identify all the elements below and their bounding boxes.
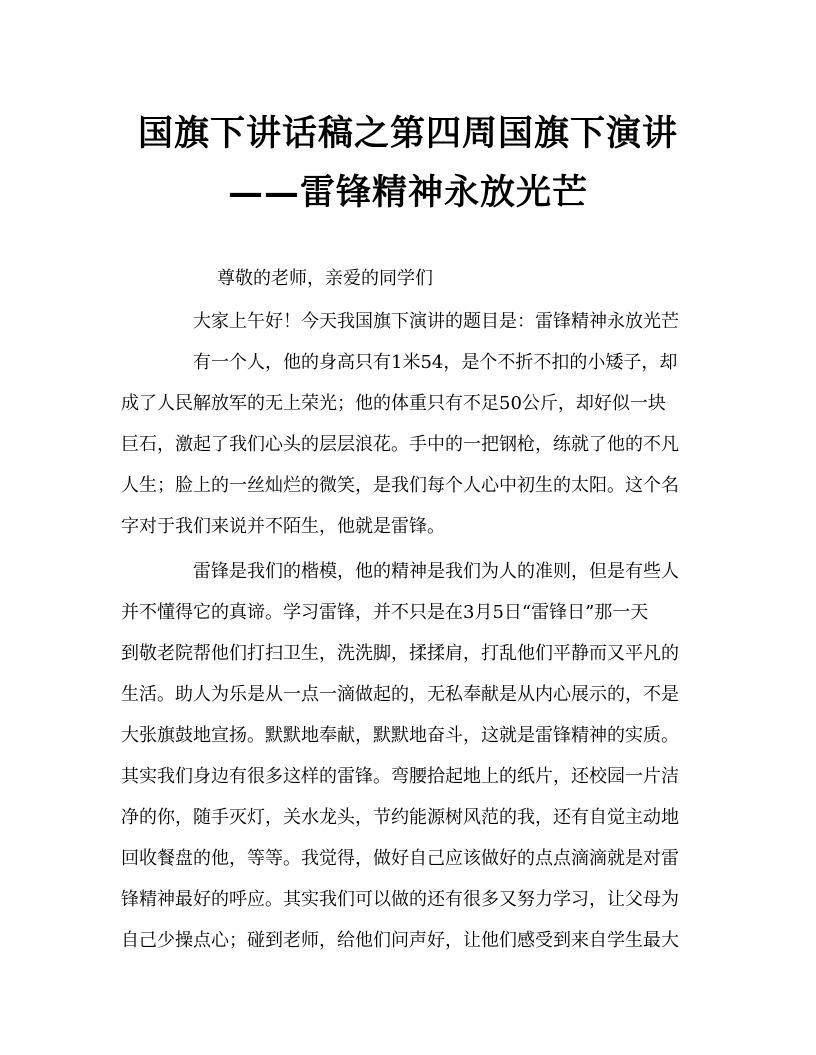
document-title: 国旗下讲话稿之第四周国旗下演讲 [137, 113, 678, 154]
paragraph-line: 成了人民解放军的无上荣光；他的体重只有不足50公斤，却好似一块 [121, 393, 666, 414]
paragraph-line: 锋精神最好的呼应。其实我们可以做的还有很多又努力学习，让父母为 [121, 889, 679, 910]
paragraph-line: 回收餐盘的他，等等。我觉得，做好自己应该做好的点点滴滴就是对雷 [121, 848, 679, 869]
greeting: 大家上午好！今天我国旗下演讲的题目是：雷锋精神永放光芒 [193, 311, 679, 332]
paragraph-line: 自己少操点心；碰到老师，给他们问声好，让他们感受到来自学生最大 [121, 930, 679, 951]
paragraph-line: 大张旗鼓地宣扬。默默地奉献，默默地奋斗，这就是雷锋精神的实质。 [121, 725, 679, 746]
paragraph-line: 其实我们身边有很多这样的雷锋。弯腰拾起地上的纸片，还校园一片洁 [121, 766, 679, 787]
paragraph-line: 生活。助人为乐是从一点一滴做起的，无私奉献是从内心展示的，不是 [121, 684, 679, 705]
paragraph-line: 巨石，激起了我们心头的层层浪花。手中的一把钢枪，练就了他的不凡 [121, 434, 679, 455]
document-subtitle: ——雷锋精神永放光芒 [227, 172, 588, 213]
paragraph-line: 净的你，随手灭灯，关水龙头，节约能源树风范的我，还有自觉主动地 [121, 807, 679, 828]
paragraph-line: 到敬老院帮他们打扫卫生，洗洗脚，揉揉肩，打乱他们平静而又平凡的 [121, 643, 679, 664]
salutation: 尊敬的老师，亲爱的同学们 [217, 268, 433, 289]
paragraph-line: 有一个人，他的身高只有1米54，是个不折不扣的小矮子，却 [193, 352, 678, 373]
paragraph-line: 人生；脸上的一丝灿烂的微笑，是我们每个人心中初生的太阳。这个名 [121, 475, 679, 496]
paragraph-line: 雷锋是我们的楷模，他的精神是我们为人的准则，但是有些人 [193, 561, 679, 582]
paragraph-line: 字对于我们来说并不陌生，他就是雷锋。 [121, 516, 445, 537]
paragraph-line: 并不懂得它的真谛。学习雷锋，并不只是在3月5日“雷锋日”那一天 [121, 602, 649, 623]
